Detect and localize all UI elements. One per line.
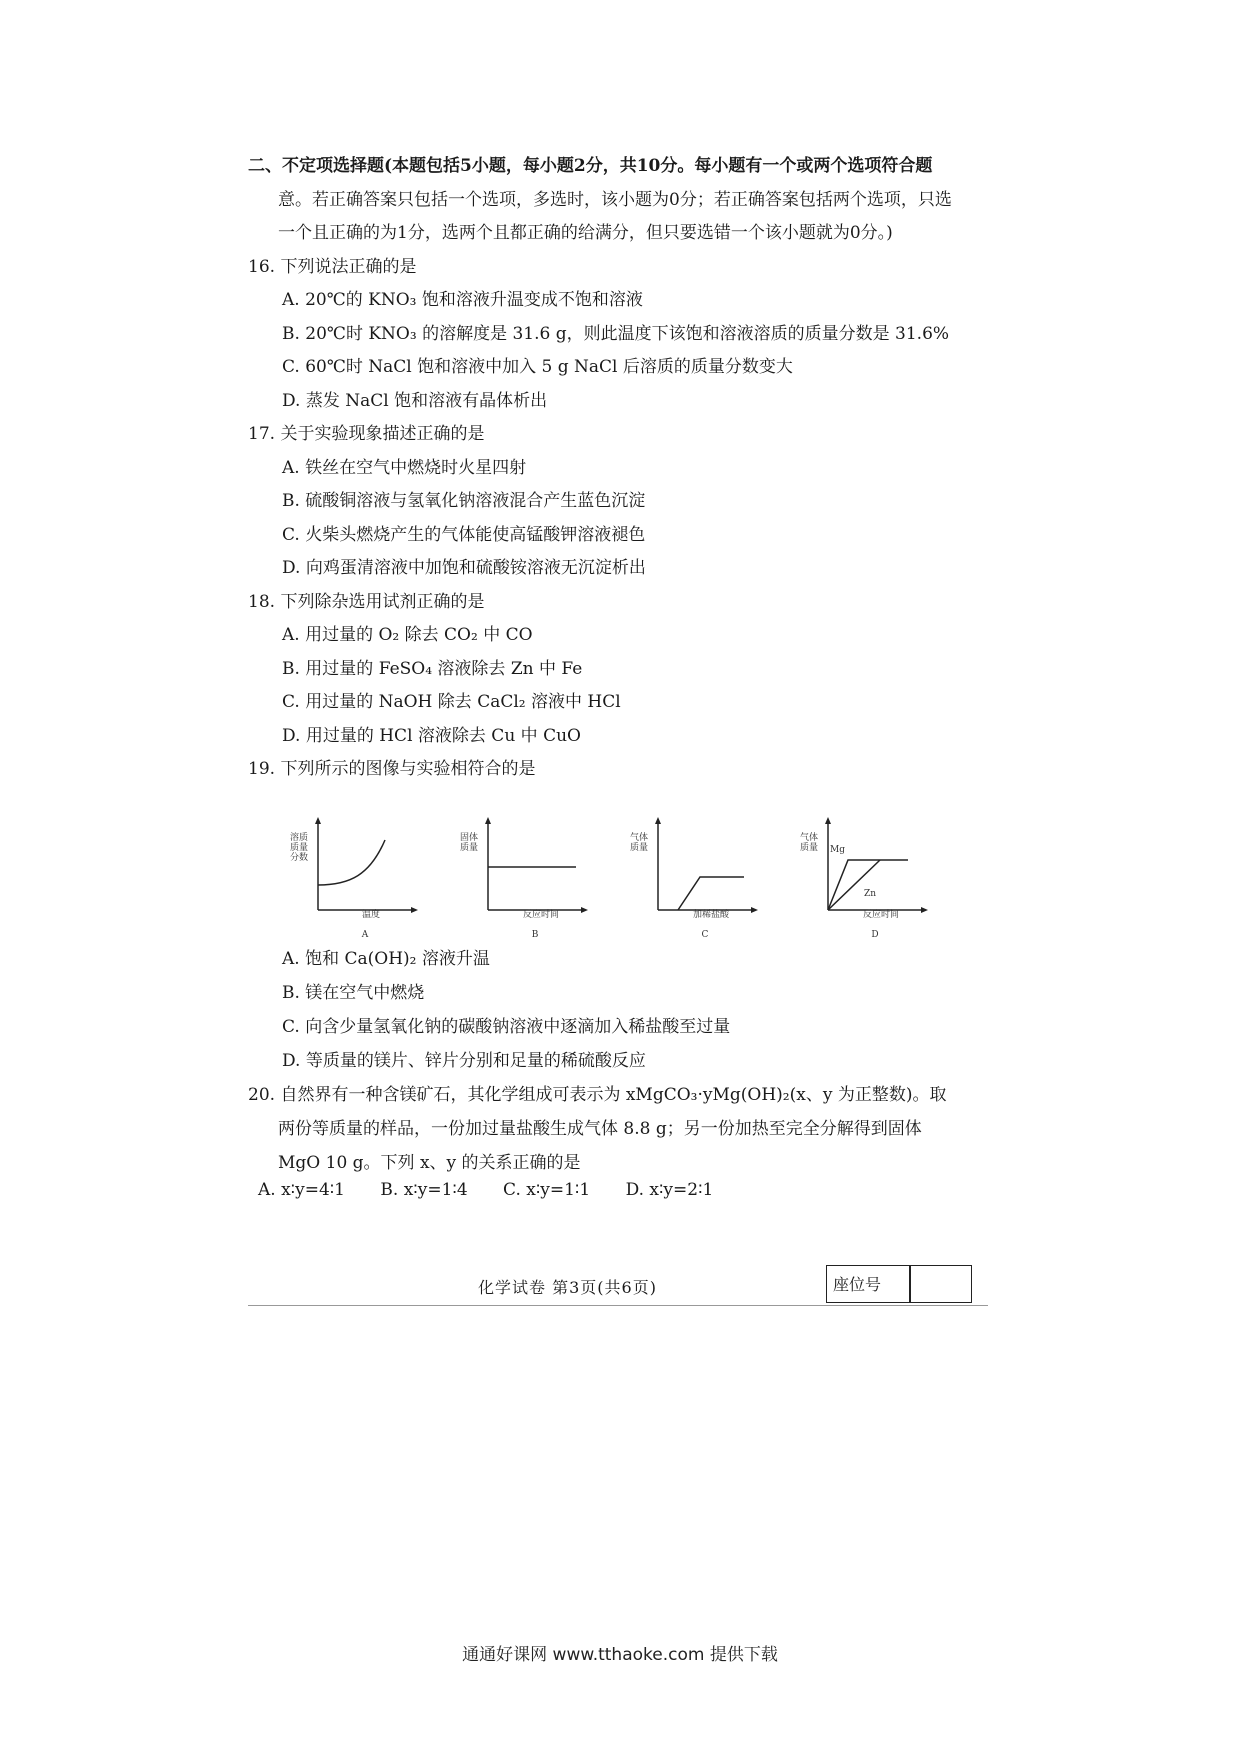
q20-option-c: C. x∶y=1∶1 — [503, 1180, 591, 1200]
footer-rule — [248, 1305, 988, 1306]
q18-stem: 18. 下列除杂选用试剂正确的是 — [248, 591, 485, 612]
q19-option-c: C. 向含少量氢氧化钠的碳酸钠溶液中逐滴加入稀盐酸至过量 — [282, 1017, 731, 1037]
q19-option-b: B. 镁在空气中燃烧 — [282, 983, 425, 1003]
q18-option-c: C. 用过量的 NaOH 除去 CaCl₂ 溶液中 HCl — [282, 692, 621, 712]
q19-graph-b-label: B — [531, 930, 539, 940]
q17-stem: 17. 关于实验现象描述正确的是 — [248, 424, 485, 444]
q20-option-a: A. x∶y=4∶1 — [258, 1180, 346, 1200]
q19-option-d: D. 等质量的镁片、锌片分别和足量的稀硫酸反应 — [282, 1051, 646, 1071]
q19-graph-a-xlabel: 温度 — [361, 910, 380, 920]
q19-graph-d-xlabel: 反应时间 — [862, 910, 899, 920]
q19-stem: 19. 下列所示的图像与实验相符合的是 — [248, 759, 536, 779]
source-watermark: 通通好课网 www.tthaoke.com 提供下载 — [462, 1645, 778, 1665]
exam-page — [248, 150, 988, 787]
q19-q20-block — [248, 942, 988, 1180]
q19-graph-d-line2-label: Zn — [864, 889, 877, 899]
q19-graph-d-line1-label: Mg — [830, 845, 845, 855]
q19-graph-c-xlabel: 加稀盐酸 — [692, 910, 729, 920]
q16-option-c: C. 60℃时 NaCl 饱和溶液中加入 5 g NaCl 后溶质的质量分数变大 — [282, 357, 793, 377]
q19-graph-c-ylabel: 气体质量 — [630, 833, 649, 853]
q17-option-b: B. 硫酸铜溶液与氢氧化钠溶液混合产生蓝色沉淀 — [282, 491, 646, 511]
section-instructions-line2: 意。若正确答案只包括一个选项，多选时，该小题为0分；若正确答案包括两个选项，只选 — [278, 189, 952, 210]
q20-stem-line1: 20. 自然界有一种含镁矿石，其化学组成可表示为 xMgCO₃·yMg(OH)₂(x、y 为正整数)。取 — [248, 1085, 947, 1105]
seat-number-box — [826, 1265, 972, 1303]
seat-number-label: 座位号 — [833, 1275, 882, 1294]
section-title: 二、不定项选择题(本题包括5小题，每小题2分，共10分。每小题有一个或两个选项符合题 — [248, 156, 933, 176]
q18-option-a: A. 用过量的 O₂ 除去 CO₂ 中 CO — [282, 625, 533, 645]
q17-option-a: A. 铁丝在空气中燃烧时火星四射 — [282, 457, 527, 478]
q17-option-d: D. 向鸡蛋清溶液中加饱和硫酸铵溶液无沉淀析出 — [282, 558, 646, 578]
q19-graph-c-label: C — [701, 930, 709, 940]
q16-option-a: A. 20℃的 KNO₃ 饱和溶液升温变成不饱和溶液 — [282, 290, 643, 310]
q18-option-b: B. 用过量的 FeSO₄ 溶液除去 Zn 中 Fe — [282, 658, 583, 679]
q20-option-b: B. x∶y=1∶4 — [380, 1180, 468, 1200]
q20-option-d: D. x∶y=2∶1 — [625, 1180, 714, 1200]
q19-graph-a-label: A — [361, 930, 369, 940]
section-instructions-line3: 一个且正确的为1分，选两个且都正确的给满分，但只要选错一个该小题就为0分。) — [278, 223, 893, 243]
seat-number-divider — [909, 1266, 911, 1302]
q19-graph-b-ylabel: 固体质量 — [460, 833, 479, 853]
page-footer — [248, 1265, 988, 1309]
q19-graph-d-ylabel: 气体质量 — [800, 833, 819, 853]
page-number-text: 化学试卷 第3页(共6页) — [478, 1278, 657, 1297]
q20-options — [258, 1180, 743, 1200]
q16-stem: 16. 下列说法正确的是 — [248, 256, 417, 277]
q19-option-a: A. 饱和 Ca(OH)₂ 溶液升温 — [282, 949, 490, 969]
q17-option-c: C. 火柴头燃烧产生的气体能使高锰酸钾溶液褪色 — [282, 524, 646, 545]
q16-option-b: B. 20℃时 KNO₃ 的溶解度是 31.6 g，则此温度下该饱和溶液溶质的质量分数是 31.6% — [282, 323, 950, 344]
q18-option-d: D. 用过量的 HCl 溶液除去 Cu 中 CuO — [282, 725, 581, 746]
q19-graph-b-xlabel: 反应时间 — [522, 910, 559, 920]
q19-graph-d-label: D — [871, 930, 879, 940]
q19-graph-a-ylabel: 溶质质量分数 — [290, 833, 309, 863]
q20-stem-line3: MgO 10 g。下列 x、y 的关系正确的是 — [278, 1153, 581, 1173]
q20-stem-line2: 两份等质量的样品，一份加过量盐酸生成气体 8.8 g；另一份加热至完全分解得到固体 — [278, 1119, 922, 1139]
q16-option-d: D. 蒸发 NaCl 饱和溶液有晶体析出 — [282, 390, 548, 411]
